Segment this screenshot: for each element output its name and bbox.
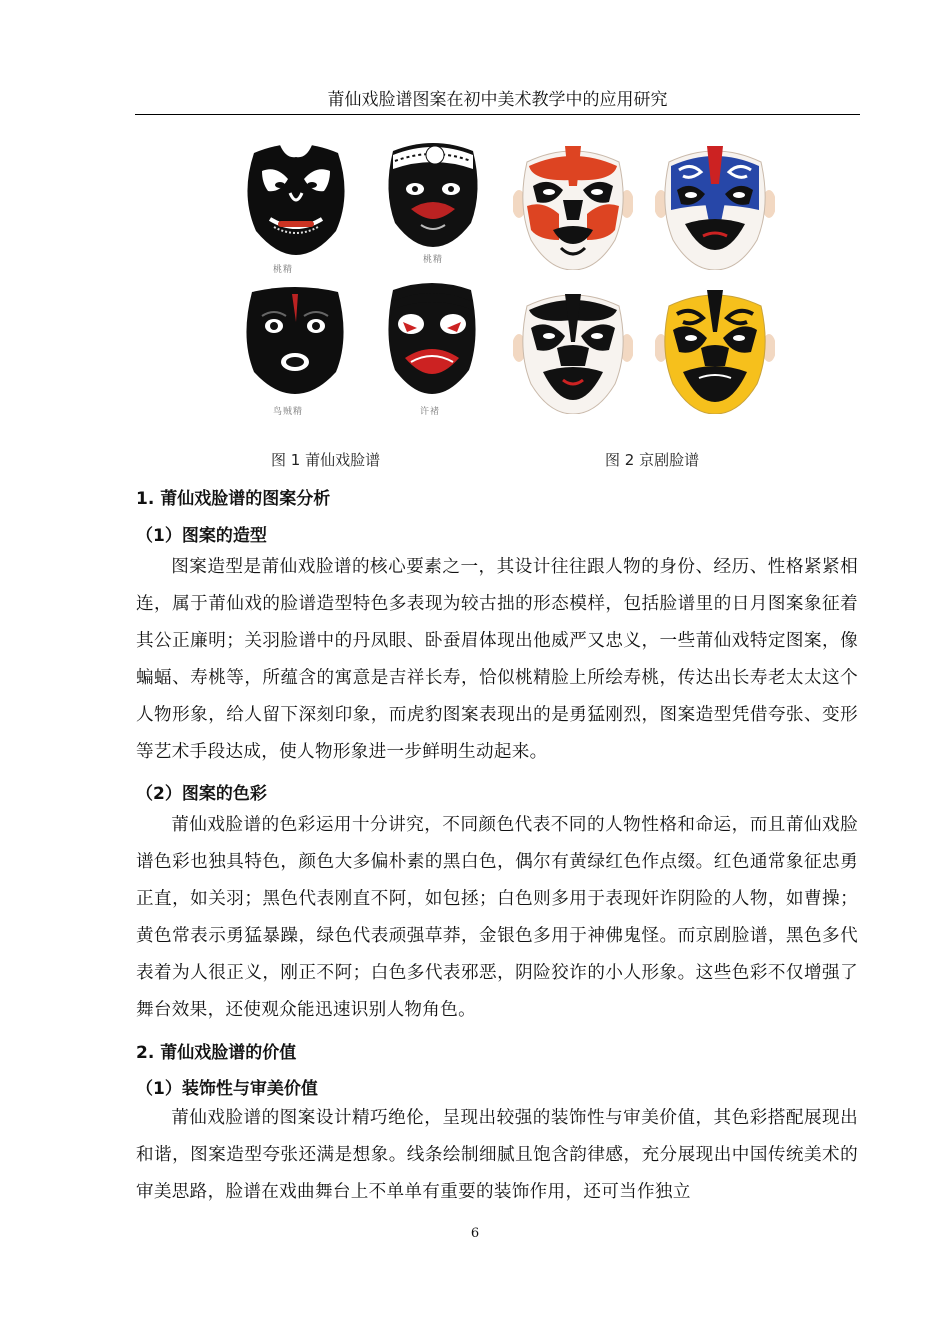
figure-area	[0, 0, 950, 430]
running-header: 莆仙戏脸谱图案在初中美术教学中的应用研究	[135, 86, 860, 115]
mask-label: 许褚	[420, 407, 441, 417]
paragraph-pattern-color: 莆仙戏脸谱的色彩运用十分讲究，不同颜色代表不同的人物性格和命运，而且莆仙戏脸谱色彩也独具特色，颜色大多偏朴素的黑白色，偶尔有黄绿红色作点缀。红色通常象征忠勇正直，如关羽；黑色代表刚直不阿，如包拯；白色则多用于表现奸诈阴险的人物，如曹操；黄色常表示勇猛暴躁，绿色代表顽强草莽，金银色多用于神佛鬼怪。而京剧脸谱，黑色多代表着为人很正义，刚正不阿；白色多代表邪恶，阴险狡诈的小人形象。这些色彩不仅增强了舞台效果，还使观众能迅速识别人物角色。	[136, 815, 858, 1020]
figure-caption-puxian: 图 1 莆仙戏脸谱	[271, 451, 381, 469]
section-heading-2: 2. 莆仙戏脸谱的价值	[136, 1043, 297, 1063]
page-number: 6	[470, 1226, 480, 1241]
puxian-mask-peach-spirit-2	[383, 135, 483, 247]
puxian-mask-peach-spirit-1	[240, 135, 352, 255]
peking-mask-red	[513, 140, 633, 270]
mask-label: 桃精	[273, 265, 294, 275]
puxian-mask-xu-chu	[383, 276, 481, 394]
mask-label: 桃精	[423, 255, 444, 265]
puxian-mask-bird-thief-spirit	[240, 282, 350, 394]
peking-mask-yellow	[655, 284, 775, 414]
figure-caption-peking: 图 2 京剧脸谱	[605, 451, 700, 469]
mask-label: 鸟贼精	[273, 407, 304, 417]
section-heading-1: 1. 莆仙戏脸谱的图案分析	[136, 489, 331, 509]
subsection-heading-2-1: （1）装饰性与审美价值	[136, 1079, 318, 1099]
peking-mask-black-white	[513, 284, 633, 414]
paragraph-decorative-value: 莆仙戏脸谱的图案设计精巧绝伦，呈现出较强的装饰性与审美价值，其色彩搭配展现出和谐，图案造型夸张还满是想象。线条绘制细腻且饱含韵律感，充分展现出中国传统美术的审美思路，脸谱在戏曲舞台上不单单有重要的装饰作用，还可当作独立	[136, 1108, 858, 1202]
peking-mask-blue	[655, 140, 775, 270]
subsection-heading-1-1: （1）图案的造型	[136, 526, 267, 546]
subsection-heading-1-2: （2）图案的色彩	[136, 784, 267, 804]
paragraph-pattern-shape: 图案造型是莆仙戏脸谱的核心要素之一，其设计往往跟人物的身份、经历、性格紧紧相连，属于莆仙戏的脸谱造型特色多表现为较古拙的形态模样，包括脸谱里的日月图案象征着其公正廉明；关羽脸谱中的丹凤眼、卧蚕眉体现出他威严又忠义，一些莆仙戏特定图案，像蝙蝠、寿桃等，所蕴含的寓意是吉祥长寿，恰似桃精脸上所绘寿桃，传达出长寿老太太这个人物形象，给人留下深刻印象，而虎豹图案表现出的是勇猛刚烈，图案造型凭借夸张、变形等艺术手段达成，使人物形象进一步鲜明生动起来。	[136, 557, 858, 762]
